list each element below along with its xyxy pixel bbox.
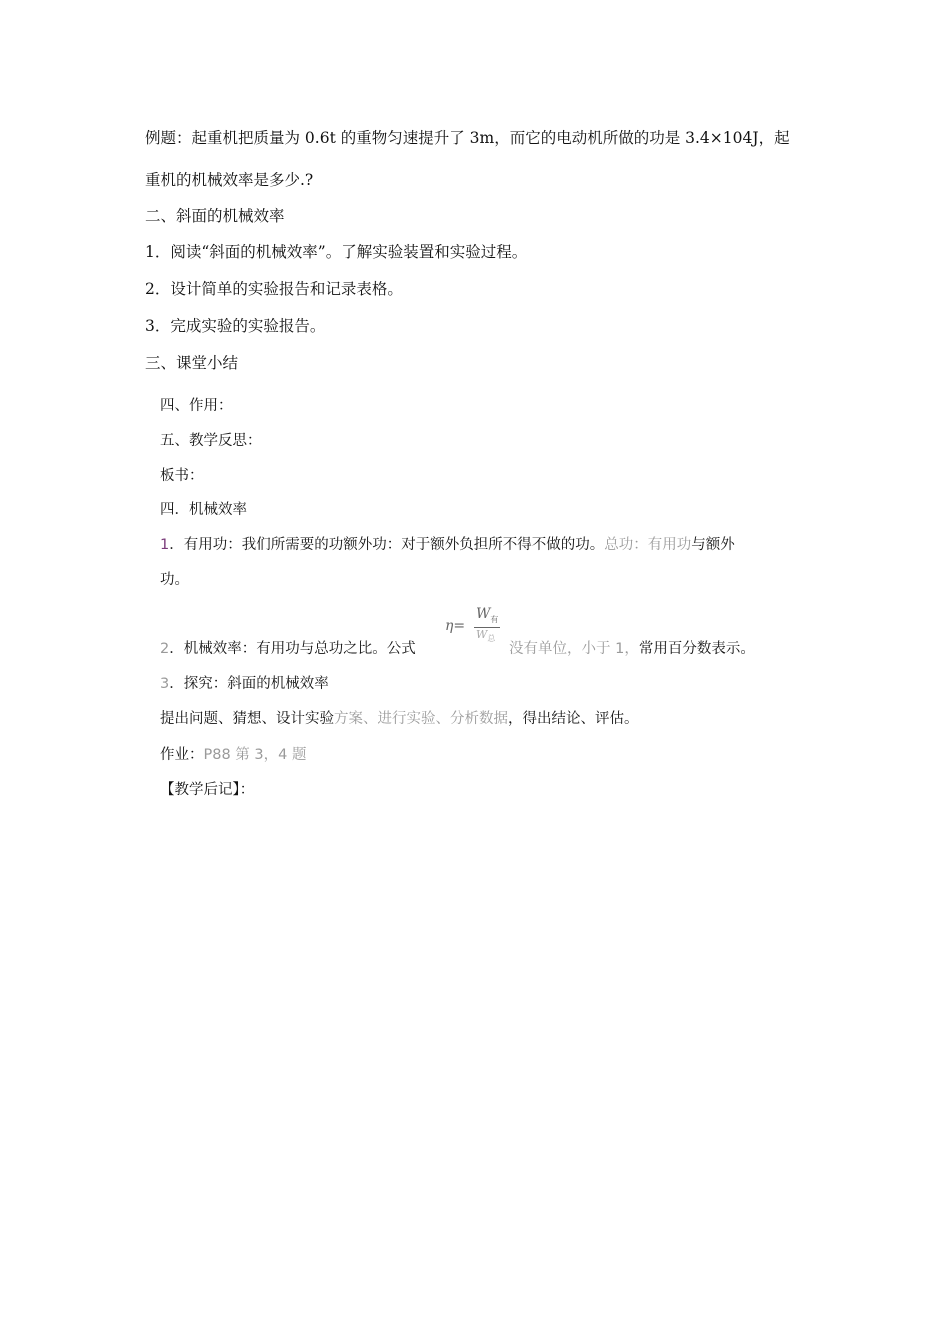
board-item-4-end: ，得出结论、评估。 — [508, 711, 639, 727]
section-heading-2: 二、斜面的机械效率 — [145, 207, 285, 225]
homework-line — [160, 743, 306, 764]
teaching-notes: 【教学后记】： — [160, 782, 255, 798]
board-item-2-text: ．机械效率：有用功与总功之比。公式 — [169, 641, 416, 657]
section-5-number: 五、 — [160, 433, 189, 449]
board-item-2-tail: 常用百分数表示。 — [638, 641, 755, 657]
list-item-2: 2．设计简单的实验报告和记录表格。 — [145, 280, 403, 298]
formula-eta: η= — [445, 618, 466, 634]
efficiency-formula — [445, 606, 515, 648]
formula-denominator: $W_总$ — [476, 628, 496, 644]
board-item-4-faint: 方案、进行实验、分析数据 — [334, 711, 508, 727]
board-item-1-number: 1 — [160, 537, 170, 553]
board-item-3-text: ．探究：斜面的机械效率 — [169, 676, 329, 692]
board-item-2-number: 2 — [160, 641, 170, 657]
example-line-1: 例题：起重机把质量为 0.6t 的重物匀速提升了 3m，而它的电动机所做的功是 3.4×104J，起 — [145, 129, 790, 147]
board-item-2-right — [509, 637, 755, 658]
board-item-1 — [160, 533, 735, 554]
board-label: 板书： — [160, 468, 204, 484]
list-item-1: 1．阅读“斜面的机械效率”。了解实验装置和实验过程。 — [145, 243, 528, 261]
section-heading-5 — [160, 429, 262, 450]
board-title: 四．机械效率 — [160, 502, 247, 518]
section-heading-4: 四、作用： — [160, 398, 233, 414]
board-item-2-left — [160, 637, 416, 658]
board-item-4-start: 提出问题、猜想、设计实验 — [160, 711, 334, 727]
homework-pages: P88 第 3，4 题 — [203, 747, 307, 763]
board-item-4 — [160, 707, 639, 728]
list-item-3: 3．完成实验的实验报告。 — [145, 317, 326, 335]
board-item-1-tail: 与额外 — [691, 537, 735, 553]
section-heading-3: 三、课堂小结 — [145, 354, 239, 372]
board-item-1-continuation: 功。 — [160, 572, 189, 588]
board-item-3-number: 3 — [160, 676, 170, 692]
homework-label: 作业： — [160, 747, 204, 763]
board-item-2-faint: 没有单位，小于 1， — [509, 641, 639, 657]
example-line-2: 重机的机械效率是多少.? — [145, 171, 314, 189]
formula-numerator: $W_有$ — [476, 606, 499, 624]
board-item-1-faint: 总功：有用功 — [604, 537, 692, 553]
section-5-label: 教学反思： — [189, 433, 262, 449]
board-item-3 — [160, 672, 329, 693]
board-item-1-text: ．有用功：我们所需要的功额外功：对于额外负担所不得不做的功。 — [169, 537, 605, 553]
